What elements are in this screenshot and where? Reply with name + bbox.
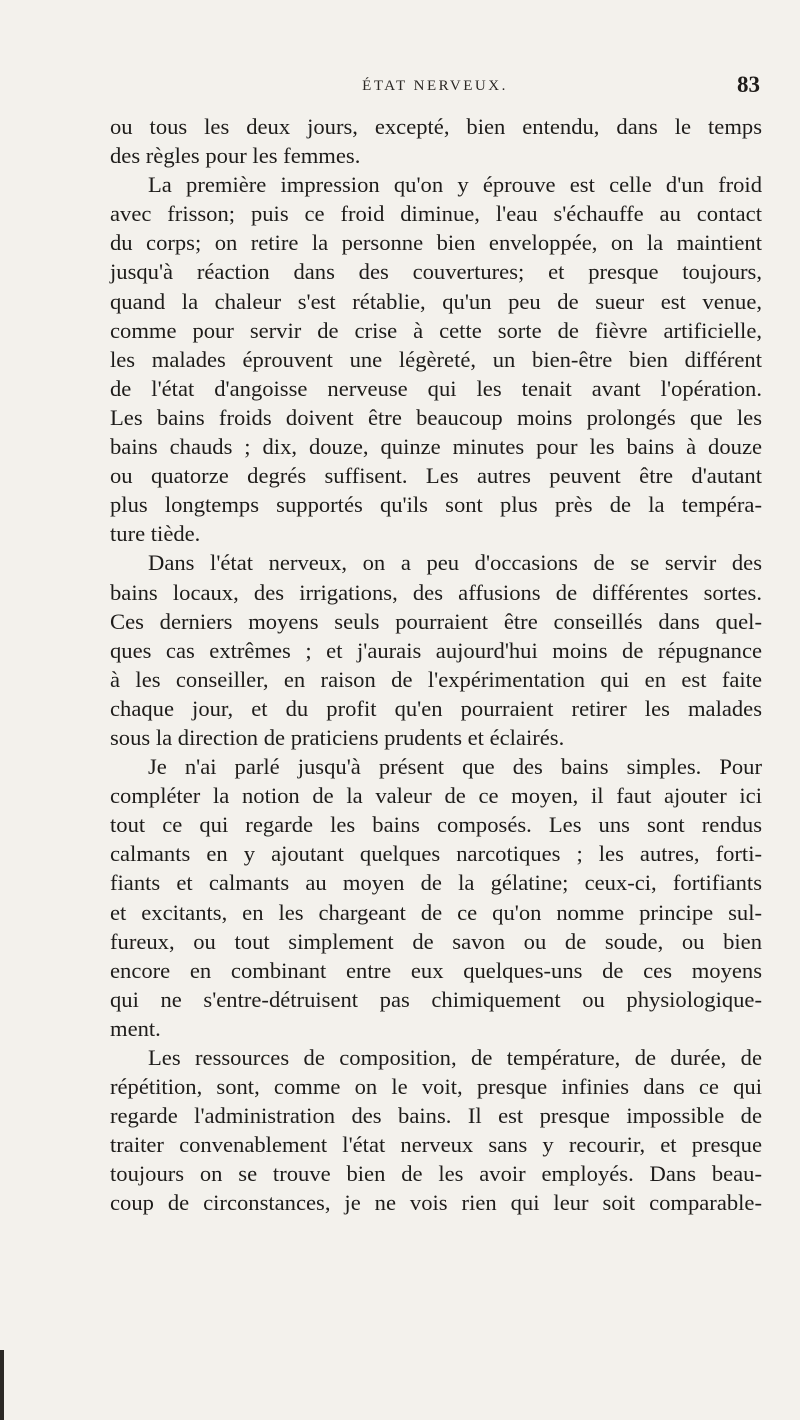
text-line: encore en combinant entre eux quelques-uns de ces moyens [110,957,762,983]
text-line: ou quatorze degrés suffisent. Les autres peuvent être d'autant [110,463,762,489]
page-number: 83 [737,72,760,97]
text-line: de l'état d'angoisse nerveuse qui les tenait avant l'opération. [110,375,762,401]
text-line: des règles pour les femmes. [110,143,361,169]
text-line: ment. [110,1015,161,1041]
text-line: ou tous les deux jours, excepté, bien entendu, dans le temps [110,114,762,139]
text-line: les malades éprouvent une légèreté, un bien-être bien différent [110,346,762,372]
text-line: coup de circonstances, je ne vois rien qui leur soit comparable- [110,1190,762,1216]
text-line: toujours on se trouve bien de les avoir employés. Dans beau- [110,1161,762,1187]
text-line: bains chauds ; dix, douze, quinze minutes pour les bains à douze [110,434,762,460]
text-line: du corps; on retire la personne bien enveloppée, on la maintient [110,230,762,256]
text-line: regarde l'administration des bains. Il est presque impossible de [110,1103,762,1129]
text-line: sous la direction de praticiens prudents et éclairés. [110,724,565,750]
text-line: fiants et calmants au moyen de la gélatine; ceux-ci, fortifiants [110,870,762,896]
text-line: calmants en y ajoutant quelques narcotiques ; les autres, forti- [110,841,762,867]
text-line: avec frisson; puis ce froid diminue, l'eau s'échauffe au contact [110,201,762,227]
text-line: Ces derniers moyens seuls pourraient être conseillés dans quel- [110,608,762,634]
text-line: traiter convenablement l'état nerveux sans y recourir, et presque [110,1132,762,1158]
text-line: comme pour servir de crise à cette sorte de fièvre artificielle, [110,317,762,343]
text-line: chaque jour, et du profit qu'en pourraient retirer les malades [110,695,762,721]
text-line: et excitants, en les chargeant de ce qu'on nomme principe sul- [110,899,762,925]
text-line: ques cas extrêmes ; et j'aurais aujourd'hui moins de répugnance [110,637,762,663]
text-line: plus longtemps supportés qu'ils sont plus près de la tempéra- [110,492,762,518]
page-edge-mark [0,1350,4,1420]
text-line: fureux, ou tout simplement de savon ou de soude, ou bien [110,928,762,954]
text-line: quand la chaleur s'est rétablie, qu'un peu de sueur est venue, [110,288,762,314]
text-line: compléter la notion de la valeur de ce moyen, il faut ajouter ici [110,783,762,809]
paragraph-start-line: Je n'ai parlé jusqu'à présent que des bains simples. Pour [148,754,762,780]
running-header [110,72,760,108]
paragraph-start-line: Les ressources de composition, de température, de durée, de [148,1045,762,1070]
text-line: qui ne s'entre-détruisent pas chimiquement ou physiologique- [110,986,762,1012]
text-line: jusqu'à réaction dans des couvertures; et presque toujours, [110,259,762,285]
text-line: répétition, sont, comme on le voit, presque infinies dans ce qui [110,1074,762,1100]
paragraph-start-line: Dans l'état nerveux, on a peu d'occasions de se servir des [148,550,762,576]
text-line: tout ce qui regarde les bains composés. Les uns sont rendus [110,812,762,838]
text-line: bains locaux, des irrigations, des affusions de différentes sortes. [110,579,762,605]
text-line: Les bains froids doivent être beaucoup moins prolongés que les [110,404,762,430]
running-title: ÉTAT NERVEUX. [362,78,508,94]
paragraph-start-line: La première impression qu'on y éprouve est celle d'un froid [148,172,762,198]
text-line: ture tiède. [110,521,201,547]
body-text [110,112,762,1218]
text-line: à les conseiller, en raison de l'expérimentation qui en est faite [110,666,762,692]
